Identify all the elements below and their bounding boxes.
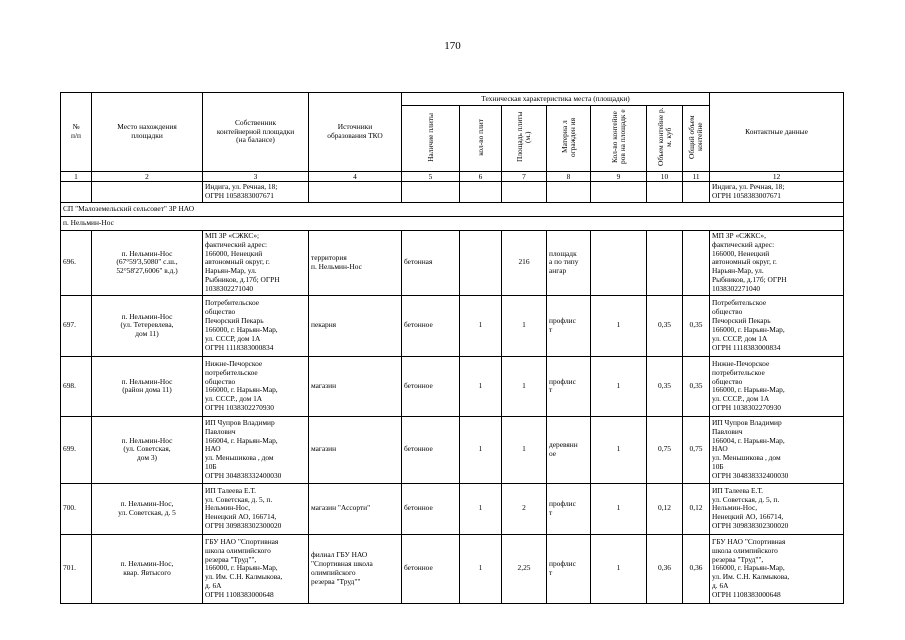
cell-slab-area: 1 <box>502 416 547 483</box>
header-place: Место нахождения площадки <box>92 93 203 172</box>
column-number: 8 <box>547 171 591 181</box>
header-container-count: Кол-во контейне ров на площадк е <box>591 106 647 172</box>
cell-slab-area: 1 <box>502 356 547 416</box>
table-row <box>61 534 844 603</box>
cell-container-volume: 0,35 <box>647 295 683 356</box>
column-number-row <box>61 171 844 181</box>
cell-contacts: Нижне-Печорское потребительское общество 166000, г. Нарьян-Мар, ул. СССР., дом 1А ОГРН 1038302270930 <box>710 356 844 416</box>
header-sources: Источники образования ТКО <box>309 93 402 172</box>
cell-slab-count: 1 <box>460 483 502 534</box>
cell-container-count: 1 <box>591 295 647 356</box>
header-contacts: Контактные данные <box>710 93 844 172</box>
column-number: 3 <box>203 171 309 181</box>
header-num: № п/п <box>61 93 92 172</box>
column-number: 12 <box>710 171 844 181</box>
page-number: 170 <box>444 40 461 52</box>
cell-total-volume <box>683 230 710 295</box>
table-row <box>61 483 844 534</box>
cell-num: 699. <box>61 416 92 483</box>
cell-container-count: 1 <box>591 416 647 483</box>
cell-slab: бетонное <box>402 483 460 534</box>
cell-container-count: 1 <box>591 534 647 603</box>
table-row <box>61 356 844 416</box>
container-sites-table <box>60 92 844 604</box>
cell-container-volume: 0,12 <box>647 483 683 534</box>
cell-slab-area: 2 <box>502 483 547 534</box>
table-row <box>61 416 844 483</box>
header-slab-count: кол-во плит <box>460 106 502 172</box>
cell-place: п. Нельмин-Нос (ул. Тетеревлева, дом 11) <box>92 295 203 356</box>
cell-slab: бетонное <box>402 416 460 483</box>
cell-num: 698. <box>61 356 92 416</box>
column-number: 6 <box>460 171 502 181</box>
cell-total-volume: 0,75 <box>683 416 710 483</box>
cell-place: п. Нельмин-Нос, квар. Явтысого <box>92 534 203 603</box>
cell-slab-count: 1 <box>460 534 502 603</box>
cell-fence-material: профлис т <box>547 483 591 534</box>
cell-contacts: МП ЗР «СЖКС», фактический адрес: 166000, Ненецкий автономный округ, г. Нарьян-Мар, ул. Рыбников, д.17б; ОГРН 1038302271040 <box>710 230 844 295</box>
cell-contacts: Индига, ул. Речная, 18; ОГРН 1058383007671 <box>710 181 844 202</box>
cell-container-count: 1 <box>591 356 647 416</box>
cell-owner: Потребительское общество Печорский Пекарь 166000, г. Нарьян-Мар, ул. СССР, дом 1А ОГРН 1118383000834 <box>203 295 309 356</box>
cell-slab: бетонное <box>402 534 460 603</box>
header-total-volume: Общий объем контейне <box>683 106 710 172</box>
section-title: СП "Малоземельский сельсовет" ЗР НАО <box>61 202 844 216</box>
table-row-continued <box>61 181 844 202</box>
cell-slab-count <box>460 230 502 295</box>
cell-source: магазин "Ассорти" <box>309 483 402 534</box>
cell-total-volume: 0,35 <box>683 356 710 416</box>
header-owner: Собственник контейнерной площадки (на балансе) <box>203 93 309 172</box>
cell-num: 697. <box>61 295 92 356</box>
cell-owner: Нижне-Печорское потребительское общество 166000, г. Нарьян-Мар, ул. СССР., дом 1А ОГРН 1038302270930 <box>203 356 309 416</box>
cell-owner: ГБУ НАО "Спортивная школа олимпийского резерва "Труд"", 166000, г. Нарьян-Мар, ул. Им. С.Н. Калмыкова, д. 6А ОГРН 1108383000648 <box>203 534 309 603</box>
cell-container-count <box>591 230 647 295</box>
cell-source: магазин <box>309 356 402 416</box>
cell-slab-count: 1 <box>460 356 502 416</box>
cell-contacts: ГБУ НАО "Спортивная школа олимпийского резерва "Труд"", 166000, г. Нарьян-Мар, ул. Им. С.Н. Калмыкова, д. 6А ОГРН 1108383000648 <box>710 534 844 603</box>
cell-slab-area: 2,25 <box>502 534 547 603</box>
cell-total-volume: 0,35 <box>683 295 710 356</box>
cell-contacts: ИП Чупров Владимир Павлович 166004, г. Нарьян-Мар, НАО ул. Меньшикова , дом 10Б ОГРН 304838332400030 <box>710 416 844 483</box>
cell-owner: ИП Талеева Е.Т. ул. Советская, д. 5, п. Нельмин-Нос, Ненецкий АО, 166714, ОГРН 309838302300020 <box>203 483 309 534</box>
section-row <box>61 202 844 216</box>
column-number: 5 <box>402 171 460 181</box>
column-number: 7 <box>502 171 547 181</box>
cell-source: территория п. Нельмин-Нос <box>309 230 402 295</box>
cell-contacts: Потребительское общество Печорский Пекарь 166000, г. Нарьян-Мар, ул. СССР, дом 1А ОГРН 1118383000834 <box>710 295 844 356</box>
cell-fence-material: деревянн ое <box>547 416 591 483</box>
cell-source: магазин <box>309 416 402 483</box>
cell-source: пекарня <box>309 295 402 356</box>
cell-fence-material: профлис т <box>547 295 591 356</box>
cell-slab: бетонное <box>402 295 460 356</box>
column-number: 4 <box>309 171 402 181</box>
cell-owner: МП ЗР «СЖКС»; фактический адрес: 166000, Ненецкий автономный округ, г. Нарьян-Мар, ул. Рыбников, д.17б; ОГРН 1038302271040 <box>203 230 309 295</box>
column-number: 9 <box>591 171 647 181</box>
column-number: 1 <box>61 171 92 181</box>
cell-container-count: 1 <box>591 483 647 534</box>
cell-slab-area: 1 <box>502 295 547 356</box>
column-number: 11 <box>683 171 710 181</box>
cell-fence-material: профлис т <box>547 534 591 603</box>
cell-source: филиал ГБУ НАО "Спортивная школа олимпийского резерва "Труд"" <box>309 534 402 603</box>
cell-num: 701. <box>61 534 92 603</box>
cell-place: п. Нельмин-Нос (ул. Советская, дом 3) <box>92 416 203 483</box>
cell-owner: Индига, ул. Речная, 18; ОГРН 1058383007671 <box>203 181 309 202</box>
cell-container-volume <box>647 230 683 295</box>
cell-slab: бетонное <box>402 356 460 416</box>
column-number: 2 <box>92 171 203 181</box>
table-row <box>61 295 844 356</box>
header-container-volume: Объем контейне р. м. куб <box>647 106 683 172</box>
header-tech: Техническая характеристика места (площадки) <box>402 93 710 106</box>
cell-slab-count: 1 <box>460 295 502 356</box>
cell-container-volume: 0,36 <box>647 534 683 603</box>
header-slab: Наличие плиты <box>402 106 460 172</box>
cell-contacts: ИП Талеева Е.Т. ул. Советская, д. 5, п. Нельмин-Нос, Ненецкий АО, 166714, ОГРН 309838302300020 <box>710 483 844 534</box>
header-slab-area: Площадь плиты (м.) <box>502 106 547 172</box>
table-row <box>61 230 844 295</box>
cell-slab: бетонная <box>402 230 460 295</box>
cell-place: п. Нельмин-Нос (67°59'3,5080" с.ш., 52°58'27,6006" в.д.) <box>92 230 203 295</box>
subsection-row <box>61 216 844 230</box>
cell-container-volume: 0,75 <box>647 416 683 483</box>
cell-place: п. Нельмин-Нос, ул. Советская, д. 5 <box>92 483 203 534</box>
cell-fence-material: профлис т <box>547 356 591 416</box>
cell-num: 696. <box>61 230 92 295</box>
subsection-title: п. Нельмин-Нос <box>61 216 844 230</box>
cell-num: 700. <box>61 483 92 534</box>
cell-place: п. Нельмин-Нос (район дома 11) <box>92 356 203 416</box>
cell-slab-count: 1 <box>460 416 502 483</box>
cell-slab-area: 216 <box>502 230 547 295</box>
cell-container-volume: 0,35 <box>647 356 683 416</box>
header-fence-material: Материа л огражден ия <box>547 106 591 172</box>
cell-owner: ИП Чупров Владимир Павлович 166004, г. Нарьян-Мар, НАО ул. Меньшикова , дом 10Б ОГРН 304838332400030 <box>203 416 309 483</box>
cell-fence-material: площадк а по типу ангар <box>547 230 591 295</box>
cell-total-volume: 0,36 <box>683 534 710 603</box>
cell-total-volume: 0,12 <box>683 483 710 534</box>
column-number: 10 <box>647 171 683 181</box>
